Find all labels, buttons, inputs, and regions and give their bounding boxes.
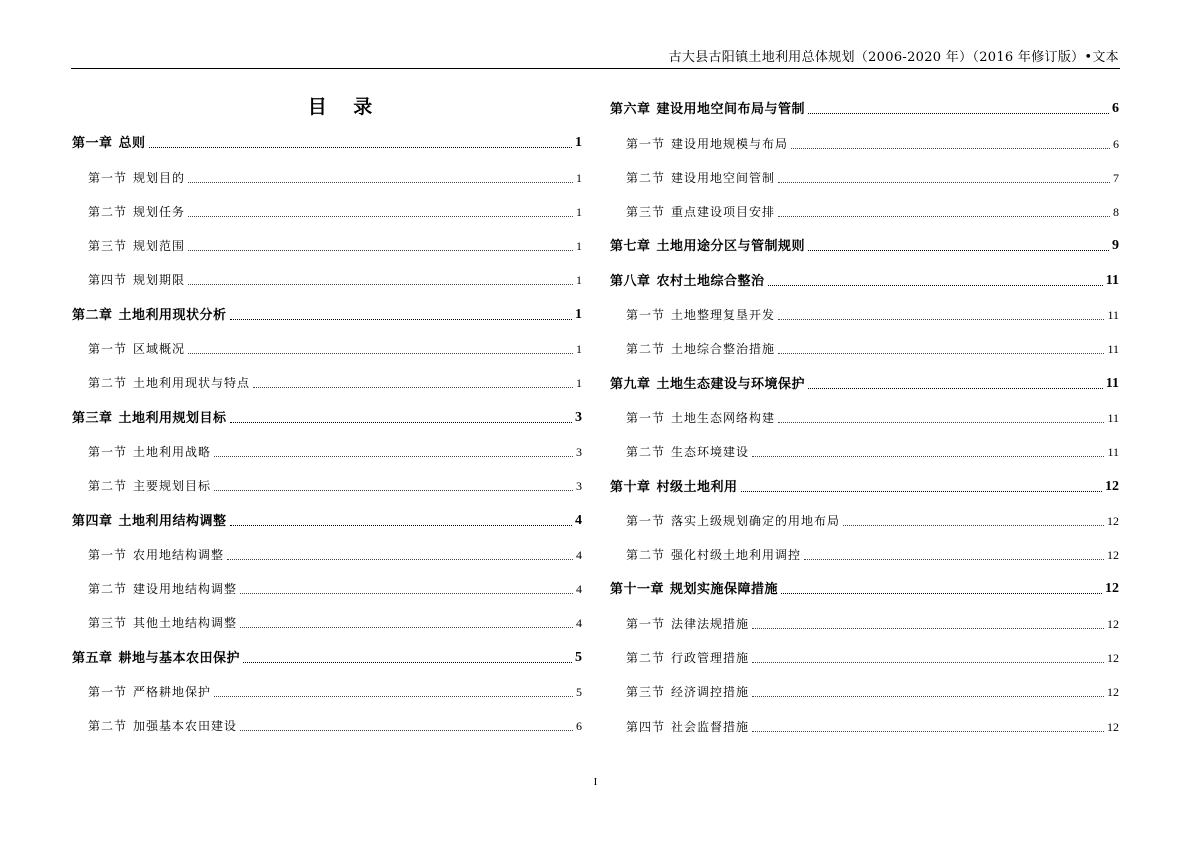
- toc-entry-title: 其他土地结构调整: [133, 616, 238, 631]
- toc-entry-title: 土地利用规划目标: [118, 410, 227, 426]
- toc-entry-number: 第七章: [610, 239, 651, 255]
- toc-entry-title: 土地利用现状分析: [118, 307, 227, 323]
- toc-entry-page: 12: [1107, 616, 1119, 631]
- toc-leader-dots: [214, 456, 573, 457]
- toc-entry-title: 强化村级土地利用调控: [671, 548, 802, 563]
- toc-entry-number: 第二节: [626, 342, 666, 357]
- toc-entry-title: 农村土地综合整治: [656, 273, 765, 289]
- toc-entry-page: 1: [576, 273, 582, 288]
- toc-leader-dots: [188, 216, 573, 217]
- toc-entry-page: 1: [576, 204, 582, 219]
- toc-entry-page: 12: [1107, 548, 1119, 563]
- toc-section-entry[interactable]: [610, 500, 1119, 534]
- toc-leader-dots: [240, 730, 573, 731]
- toc-entry-title: 土地整理复垦开发: [671, 308, 776, 323]
- toc-entry-title: 建设用地结构调整: [133, 582, 238, 597]
- toc-entry-page: 1: [576, 239, 582, 254]
- toc-entry-title: 法律法规措施: [671, 616, 750, 631]
- page-number: I: [593, 776, 598, 788]
- toc-leader-dots: [752, 696, 1104, 697]
- toc-leader-dots: [230, 525, 572, 526]
- toc-entry-number: 第一节: [88, 170, 128, 185]
- toc-entry-number: 第二节: [88, 376, 128, 391]
- toc-leader-dots: [768, 285, 1103, 286]
- toc-leader-dots: [778, 319, 1104, 320]
- toc-entry-title: 主要规划目标: [133, 479, 212, 494]
- toc-section-entry[interactable]: [610, 191, 1119, 225]
- toc-leader-dots: [752, 628, 1104, 629]
- toc-entry-number: 第一节: [626, 136, 666, 151]
- toc-chapter-entry[interactable]: [610, 88, 1119, 122]
- toc-entry-title: 建设用地规模与布局: [671, 136, 789, 151]
- toc-section-entry[interactable]: [610, 671, 1119, 705]
- toc-entry-number: 第八章: [610, 273, 651, 289]
- toc-entry-number: 第一节: [626, 410, 666, 425]
- toc-entry-title: 建设用地空间布局与管制: [656, 102, 806, 118]
- toc-entry-number: 第三节: [626, 685, 666, 700]
- toc-leader-dots: [227, 559, 573, 560]
- toc-leader-dots: [843, 525, 1104, 526]
- toc-leader-dots: [778, 216, 1110, 217]
- toc-section-entry[interactable]: [72, 431, 582, 465]
- toc-entry-page: 11: [1107, 445, 1119, 460]
- toc-entry-title: 加强基本农田建设: [133, 719, 238, 734]
- toc-entry-number: 第六章: [610, 102, 651, 118]
- toc-entry-number: 第三节: [88, 239, 128, 254]
- toc-entry-page: 1: [576, 170, 582, 185]
- toc-entry-title: 农用地结构调整: [133, 547, 225, 562]
- toc-leader-dots: [804, 559, 1104, 560]
- toc-section-entry[interactable]: [72, 156, 582, 190]
- toc-entry-number: 第四章: [72, 513, 113, 529]
- toc-leader-dots: [188, 284, 573, 285]
- toc-entry-page: 12: [1105, 478, 1119, 494]
- toc-leader-dots: [741, 491, 1102, 492]
- toc-entry-title: 行政管理措施: [671, 651, 750, 666]
- toc-entry-number: 第一章: [72, 136, 113, 152]
- toc-chapter-entry[interactable]: [72, 396, 582, 430]
- toc-section-entry[interactable]: [72, 602, 582, 636]
- toc-chapter-entry[interactable]: [610, 362, 1119, 396]
- toc-entry-page: 5: [575, 649, 582, 665]
- toc-leader-dots: [230, 319, 572, 320]
- toc-chapter-entry[interactable]: [72, 499, 582, 533]
- toc-entry-page: 9: [1112, 238, 1119, 254]
- toc-entry-page: 12: [1107, 685, 1119, 700]
- toc-entry-number: 第五章: [72, 650, 113, 666]
- header-divider: [71, 68, 1120, 69]
- toc-entry-number: 第一节: [626, 616, 666, 631]
- toc-entry-page: 4: [576, 582, 582, 597]
- toc-entry-page: 11: [1105, 375, 1119, 391]
- toc-chapter-entry[interactable]: [610, 465, 1119, 499]
- toc-leader-dots: [778, 422, 1104, 423]
- toc-entry-number: 第十一章: [610, 582, 665, 598]
- toc-chapter-entry[interactable]: [72, 293, 582, 327]
- toc-entry-number: 第二节: [88, 719, 128, 734]
- toc-entry-title: 总则: [118, 136, 146, 152]
- toc-entry-number: 第三节: [626, 205, 666, 220]
- toc-leader-dots: [752, 731, 1104, 732]
- toc-entry-page: 12: [1107, 719, 1119, 734]
- toc-entry-page: 11: [1107, 410, 1119, 425]
- toc-leader-dots: [188, 250, 573, 251]
- toc-section-entry[interactable]: [72, 328, 582, 362]
- toc-entry-number: 第一节: [626, 513, 666, 528]
- toc-leader-dots: [808, 113, 1109, 114]
- toc-leader-dots: [230, 422, 572, 423]
- toc-entry-page: 1: [575, 135, 582, 151]
- toc-entry-page: 11: [1107, 342, 1119, 357]
- toc-leader-dots: [188, 182, 573, 183]
- toc-entry-number: 第二节: [626, 170, 666, 185]
- toc-entry-page: 5: [576, 685, 582, 700]
- toc-entry-number: 第二节: [88, 582, 128, 597]
- toc-section-entry[interactable]: [72, 465, 582, 499]
- toc-entry-title: 区域概况: [133, 342, 186, 357]
- toc-entry-title: 严格耕地保护: [133, 685, 212, 700]
- toc-leader-dots: [752, 662, 1104, 663]
- toc-entry-number: 第一节: [88, 685, 128, 700]
- toc-chapter-entry[interactable]: [610, 225, 1119, 259]
- toc-entry-title: 落实上级规划确定的用地布局: [671, 513, 841, 528]
- toc-title: 目 录: [307, 96, 383, 118]
- toc-entry-page: 4: [575, 512, 582, 528]
- toc-entry-page: 1: [576, 376, 582, 391]
- toc-entry-page: 8: [1113, 205, 1119, 220]
- toc-section-entry[interactable]: [72, 705, 582, 739]
- toc-chapter-entry[interactable]: [610, 259, 1119, 293]
- toc-section-entry[interactable]: [610, 397, 1119, 431]
- toc-leader-dots: [188, 353, 573, 354]
- toc-leader-dots: [781, 593, 1102, 594]
- toc-section-entry[interactable]: [72, 671, 582, 705]
- toc-chapter-entry[interactable]: [610, 568, 1119, 602]
- toc-entry-number: 第一节: [626, 308, 666, 323]
- toc-entry-title: 土地利用现状与特点: [133, 376, 251, 391]
- toc-leader-dots: [214, 490, 573, 491]
- toc-section-entry[interactable]: [72, 259, 582, 293]
- toc-leader-dots: [243, 662, 572, 663]
- toc-leader-dots: [240, 593, 573, 594]
- toc-entry-number: 第一节: [88, 547, 128, 562]
- toc-entry-number: 第二章: [72, 307, 113, 323]
- toc-entry-page: 11: [1107, 308, 1119, 323]
- toc-entry-page: 6: [1113, 136, 1119, 151]
- toc-entry-number: 第二节: [626, 548, 666, 563]
- toc-entry-page: 12: [1107, 513, 1119, 528]
- toc-section-entry[interactable]: [610, 637, 1119, 671]
- toc-entry-page: 3: [576, 479, 582, 494]
- toc-entry-number: 第四节: [626, 719, 666, 734]
- document-header-title: 古大县古阳镇土地利用总体规划（2006-2020 年）（2016 年修订版）•文本: [668, 50, 1119, 65]
- toc-entry-page: 11: [1105, 272, 1119, 288]
- toc-section-entry[interactable]: [610, 328, 1119, 362]
- toc-entry-page: 4: [576, 616, 582, 631]
- toc-entry-title: 建设用地空间管制: [671, 170, 776, 185]
- toc-entry-page: 3: [575, 409, 582, 425]
- toc-section-entry[interactable]: [610, 534, 1119, 568]
- toc-chapter-entry[interactable]: [72, 636, 582, 670]
- toc-section-entry[interactable]: [610, 122, 1119, 156]
- toc-leader-dots: [808, 250, 1109, 251]
- toc-entry-title: 生态环境建设: [671, 445, 750, 460]
- toc-entry-title: 规划任务: [133, 204, 186, 219]
- toc-entry-title: 重点建设项目安排: [671, 205, 776, 220]
- toc-entry-page: 1: [575, 306, 582, 322]
- toc-entry-number: 第二节: [88, 204, 128, 219]
- toc-right-column: [610, 88, 1119, 740]
- toc-section-entry[interactable]: [610, 431, 1119, 465]
- toc-leader-dots: [149, 147, 572, 148]
- toc-entry-title: 规划范围: [133, 239, 186, 254]
- toc-entry-title: 土地综合整治措施: [671, 342, 776, 357]
- toc-entry-title: 规划目的: [133, 170, 186, 185]
- toc-leader-dots: [778, 182, 1110, 183]
- toc-entry-title: 土地生态建设与环境保护: [656, 376, 806, 392]
- toc-entry-page: 1: [576, 342, 582, 357]
- toc-leader-dots: [791, 148, 1110, 149]
- toc-leader-dots: [253, 387, 573, 388]
- toc-section-entry[interactable]: [72, 191, 582, 225]
- toc-entry-title: 村级土地利用: [656, 479, 738, 495]
- toc-left-column: [72, 122, 582, 739]
- toc-section-entry[interactable]: [72, 534, 582, 568]
- toc-leader-dots: [752, 456, 1104, 457]
- toc-section-entry[interactable]: [610, 157, 1119, 191]
- toc-leader-dots: [214, 696, 573, 697]
- toc-section-entry[interactable]: [72, 362, 582, 396]
- toc-entry-number: 第二节: [626, 651, 666, 666]
- toc-entry-page: 6: [576, 719, 582, 734]
- toc-entry-number: 第九章: [610, 376, 651, 392]
- toc-entry-page: 3: [576, 444, 582, 459]
- toc-entry-page: 4: [576, 547, 582, 562]
- toc-leader-dots: [240, 627, 573, 628]
- toc-section-entry[interactable]: [72, 568, 582, 602]
- toc-leader-dots: [808, 388, 1103, 389]
- toc-section-entry[interactable]: [610, 705, 1119, 739]
- toc-entry-page: 6: [1112, 101, 1119, 117]
- toc-entry-title: 社会监督措施: [671, 719, 750, 734]
- toc-entry-number: 第一节: [88, 444, 128, 459]
- toc-chapter-entry[interactable]: [72, 122, 582, 156]
- toc-entry-title: 土地生态网络构建: [671, 410, 776, 425]
- toc-entry-number: 第一节: [88, 342, 128, 357]
- toc-section-entry[interactable]: [72, 225, 582, 259]
- toc-entry-title: 耕地与基本农田保护: [118, 650, 241, 666]
- toc-entry-page: 12: [1105, 581, 1119, 597]
- toc-entry-title: 土地利用战略: [133, 444, 212, 459]
- toc-entry-title: 规划实施保障措施: [670, 582, 779, 598]
- toc-entry-title: 经济调控措施: [671, 685, 750, 700]
- toc-section-entry[interactable]: [610, 294, 1119, 328]
- toc-entry-number: 第四节: [88, 273, 128, 288]
- toc-entry-title: 土地利用结构调整: [118, 513, 227, 529]
- toc-entry-number: 第二节: [88, 479, 128, 494]
- toc-entry-page: 12: [1107, 651, 1119, 666]
- toc-section-entry[interactable]: [610, 602, 1119, 636]
- toc-entry-number: 第三章: [72, 410, 113, 426]
- toc-entry-page: 7: [1113, 170, 1119, 185]
- toc-entry-number: 第十章: [610, 479, 651, 495]
- toc-entry-number: 第三节: [88, 616, 128, 631]
- toc-entry-title: 规划期限: [133, 273, 186, 288]
- toc-entry-number: 第二节: [626, 445, 666, 460]
- toc-entry-title: 土地用途分区与管制规则: [656, 239, 806, 255]
- toc-leader-dots: [778, 353, 1104, 354]
